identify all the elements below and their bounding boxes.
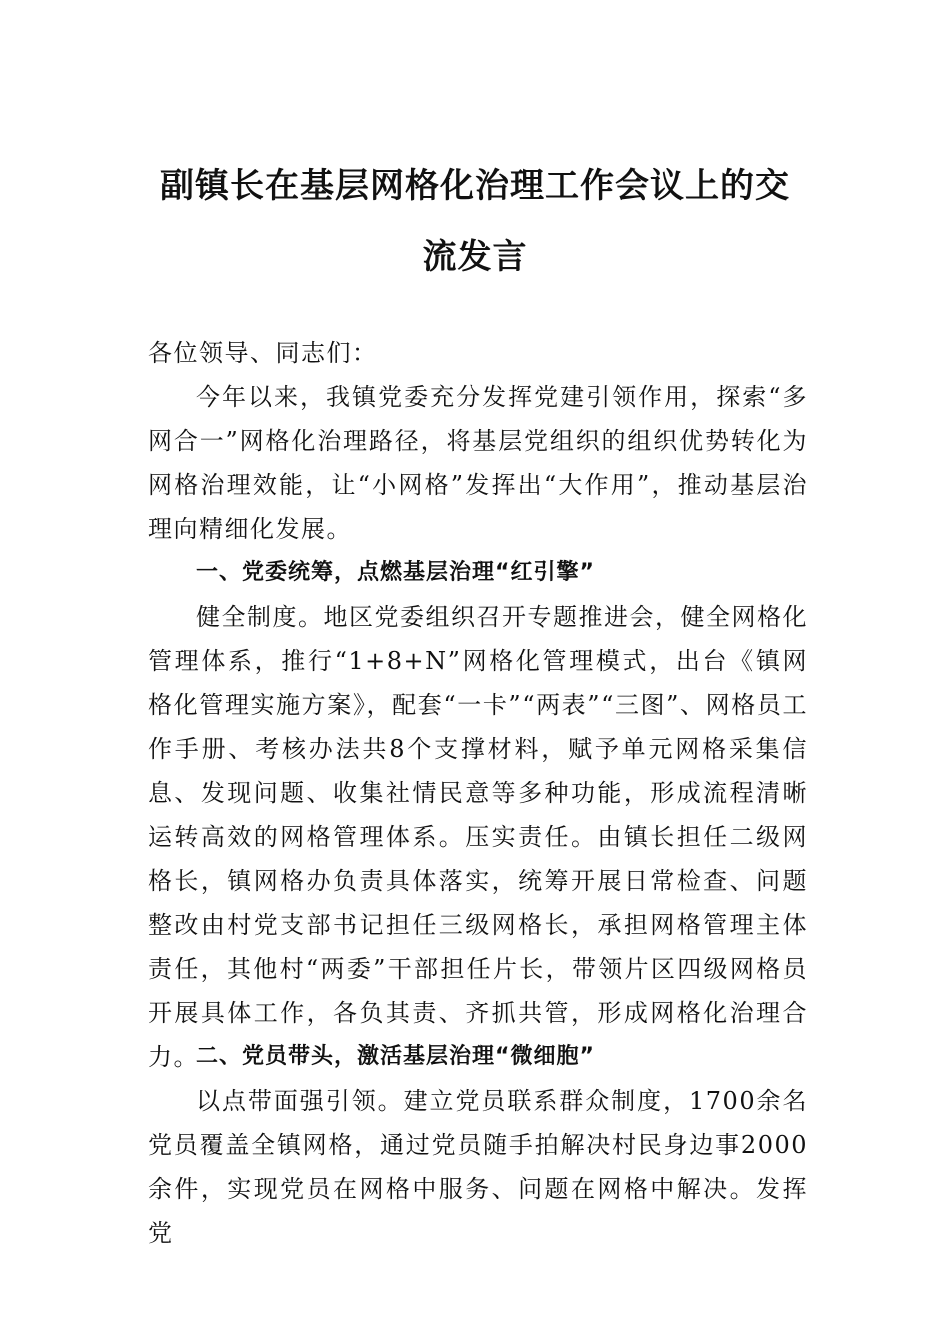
section-1-heading: 一、党委统筹，点燃基层治理“红引擎” bbox=[196, 560, 595, 585]
document-title-line-2: 流发言 bbox=[422, 237, 528, 277]
section-1-paragraph: 健全制度。地区党委组织召开专题推进会，健全网格化管理体系，推行“1+8+N”网格化管理模式，出台《镇网格化管理实施方案》，配套“一卡”“两表”“三图”、网格员工作手册、考核办法共8个支撑材料，赋予单元网格采集信息、发现问题、收集社情民意等多种功能，形成流程清晰运转高效的网格管理体系。压实责任。由镇长担任二级网格长，镇网格办负责具体落实，统筹开展日常检查、问题整改由村党支部书记担任三级网格长，承担网格管理主体责任，其他村“两委”干部担任片长，带领片区四级网格员开展具体工作，各负其责、齐抓共管，形成网格化治理合力。 bbox=[148, 603, 808, 1071]
salutation: 各位领导、同志们： bbox=[148, 339, 378, 367]
section-2-heading: 二、党员带头，激活基层治理“微细胞” bbox=[196, 1044, 595, 1069]
intro-paragraph: 今年以来，我镇党委充分发挥党建引领作用，探索“多网合一”网格化治理路径，将基层党组织的组织优势转化为网格治理效能，让“小网格”发挥出“大作用”，推动基层治理向精细化发展。 bbox=[148, 383, 808, 543]
section-2-paragraph: 以点带面强引领。建立党员联系群众制度，1700余名党员覆盖全镇网格，通过党员随手拍解决村民身边事2000余件，实现党员在网格中服务、问题在网格中解决。发挥党 bbox=[148, 1087, 808, 1247]
document-title-line-1: 副镇长在基层网格化治理工作会议上的交 bbox=[160, 166, 790, 206]
